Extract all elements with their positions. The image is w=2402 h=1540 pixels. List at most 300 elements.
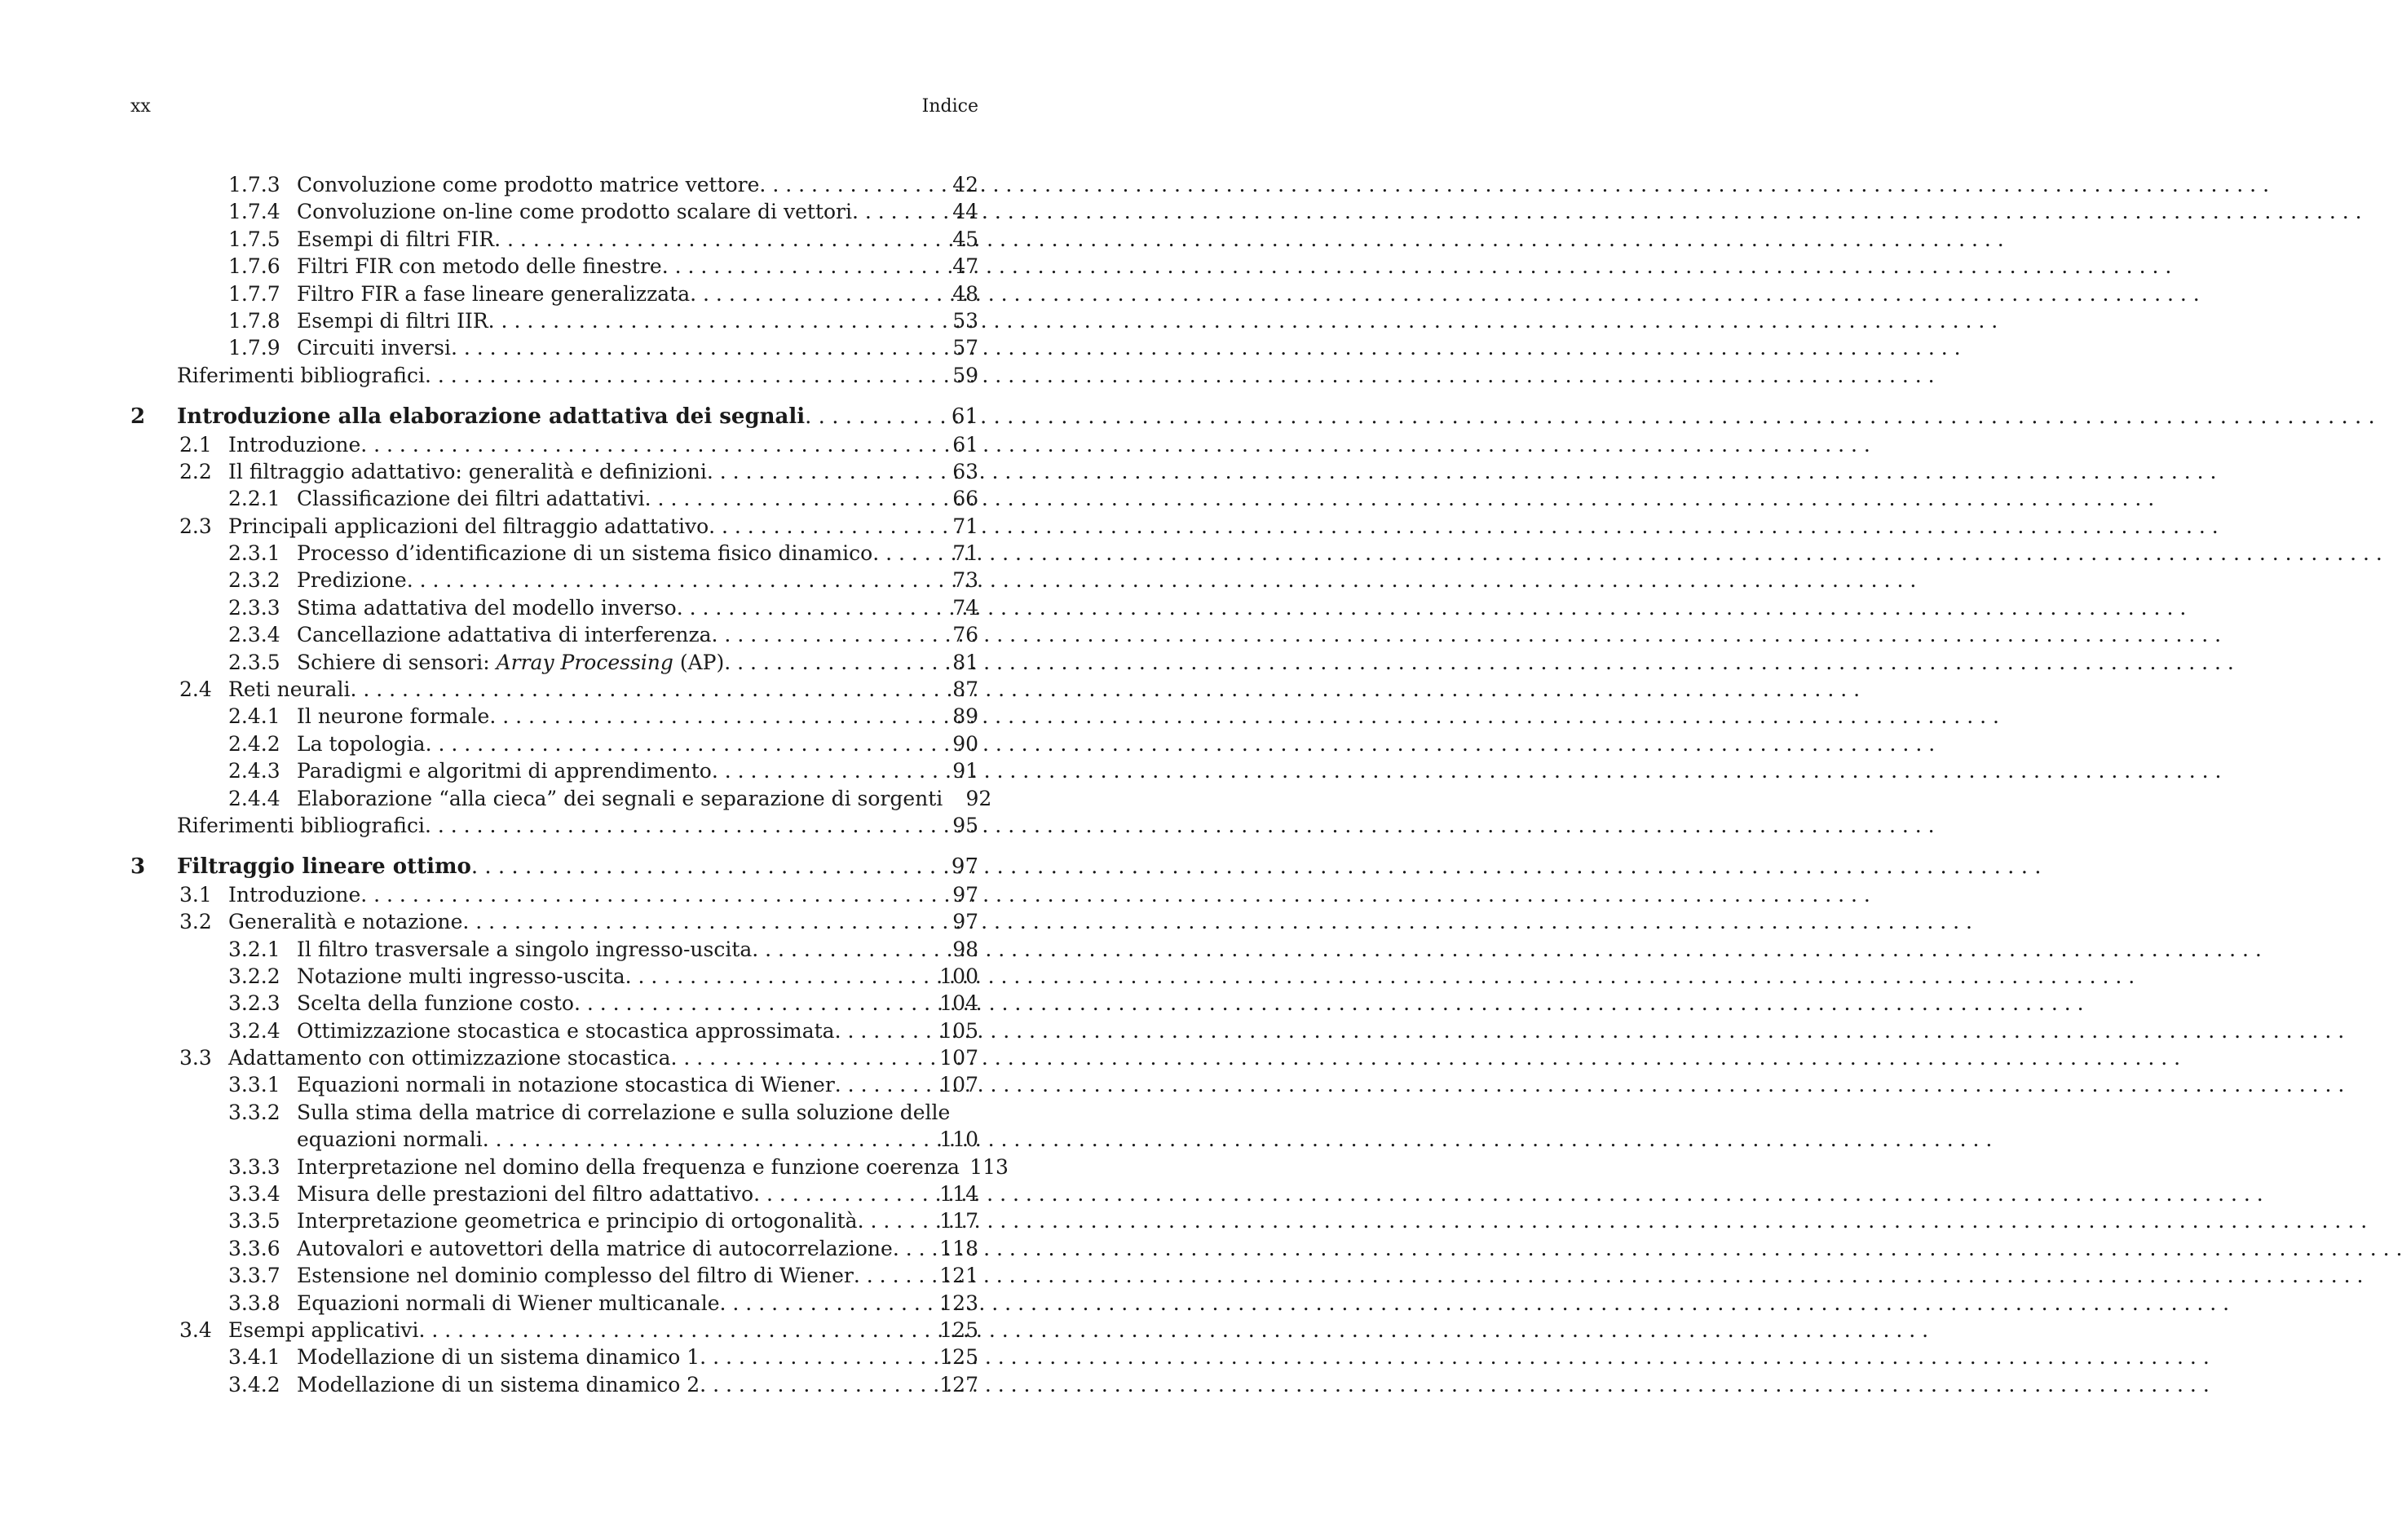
toc-entry-page: 87 [952,677,978,702]
dot-leader [852,198,929,225]
toc-entry-title-text: Riferimenti bibliografici [177,363,425,387]
toc-entry-number: 3.3.1 [228,1073,280,1097]
dot-leader [419,1317,930,1344]
toc-entry-title-text: Misura delle prestazioni del filtro adattativo [297,1182,754,1207]
toc-entry-title [228,458,707,485]
toc-entry-number: 3.4.1 [228,1345,280,1370]
toc-entry-title [297,567,407,593]
toc-entry-title-text: Sulla stima della matrice di correlazione e sulla soluzione delle [297,1100,951,1124]
dot-leader [707,458,929,485]
toc-entry-page: 90 [952,731,978,756]
toc-entry-body [177,854,978,880]
toc-entry[interactable] [130,1017,978,1044]
toc-entry[interactable] [130,198,978,225]
toc-entry[interactable] [130,785,992,812]
toc-entry-number: 2.3 [179,514,212,538]
running-title: Indice [921,96,978,117]
toc-entry-title-text: Introduzione [228,882,361,907]
toc-entry-body [297,990,978,1017]
toc-entry-number: 2.2.1 [228,487,280,511]
dot-leader [858,1207,929,1234]
toc-entry[interactable] [130,226,978,253]
toc-entry[interactable] [130,362,978,389]
toc-entry-title [177,812,425,839]
toc-entry-title [297,703,489,730]
toc-entry-title [297,253,662,280]
toc-entry-page: 107 [939,1046,978,1070]
toc-entry-page: 45 [952,227,978,251]
toc-entry-title [297,649,724,676]
toc-entry-page: 123 [939,1291,978,1315]
toc-entry[interactable] [130,908,978,935]
dot-leader [759,171,929,198]
toc-entry-title-text: Esempi di filtri IIR [297,308,488,333]
dot-leader [805,404,929,430]
toc-entry-title [297,1207,858,1234]
toc-entry-number: 3.3.2 [228,1100,280,1124]
toc-entry-page: 118 [939,1236,978,1260]
toc-entry-title-text: Paradigmi e algoritmi di apprendimento [297,759,712,783]
toc-entry-title-text: Esempi applicativi [228,1318,419,1342]
toc-entry-title-text: Circuiti inversi [297,336,451,360]
toc-entry-page: 104 [939,991,978,1016]
toc-entry-body [297,1235,978,1262]
toc-entry-title [297,1290,720,1317]
toc-entry-page: 44 [952,200,978,224]
toc-entry-page: 100 [939,964,978,988]
toc-entry-title-text: Notazione multi ingresso-uscita [297,964,625,988]
toc-entry-page: 61 [951,404,978,430]
toc-entry-body [228,513,978,540]
toc-entry-body [228,908,978,935]
toc-entry-page: 125 [939,1345,978,1370]
toc-entry-body [297,1371,978,1398]
toc-entry-body [297,1126,978,1153]
toc-entry-title-text: La topologia [297,731,426,756]
toc-entry-number: 2.3.2 [228,568,280,593]
toc-entry-title-text: Modellazione di un sistema dinamico 2 [297,1372,700,1397]
toc-chapter-entry[interactable] [130,404,978,430]
toc-entry-page: 63 [952,459,978,483]
toc-entry-title [297,1180,753,1207]
toc-entry-page: 92 [965,786,992,810]
toc-entry-body [297,1290,978,1317]
toc-entry-body [297,1180,978,1207]
toc-entry-body [228,431,978,458]
toc-entry-body [297,198,978,225]
toc-entry[interactable] [130,1262,978,1289]
dot-leader [489,703,929,730]
toc-entry-number: 3.3.5 [228,1209,280,1233]
toc-entry-title-text: Processo d’identificazione di un sistema fisico dinamico [297,541,873,566]
toc-entry-title [297,1099,950,1126]
dot-leader [574,990,929,1017]
toc-entry-body [228,458,978,485]
toc-entry-title-text: Elaborazione “alla cieca” dei segnali e separazione di sorgenti [297,786,943,810]
dot-leader [662,253,929,280]
toc-entry-number: 2 [130,404,146,430]
toc-entry-number: 2.4.4 [228,786,280,810]
toc-entry-title [228,1044,670,1071]
toc-entry[interactable] [130,1290,978,1317]
toc-entry-title [297,198,852,225]
toc-entry-title [297,540,872,567]
toc-entry-title [228,881,360,908]
toc-entry-number: 3.3.8 [228,1291,280,1315]
toc-entry-title [177,362,425,389]
toc-entry[interactable] [130,1180,978,1207]
toc-entry-number: 2.4.1 [228,704,280,729]
toc-entry[interactable] [130,1317,978,1344]
toc-entry-number: 3.2.2 [228,964,280,988]
dot-leader [425,362,929,389]
toc-entry-title: equazioni normali [297,1127,483,1152]
dot-leader [709,513,929,540]
toc-entry-title [228,1317,419,1344]
toc-entry-title-text: Adattamento con ottimizzazione stocastica [228,1046,671,1070]
toc-entry-page: 113 [969,1154,1009,1179]
toc-entry-number: 3.3.7 [228,1264,280,1288]
dot-leader [350,676,929,703]
toc-entry-body [297,1099,978,1126]
toc-entry-number: 2.2 [179,459,212,483]
toc-entry-page: 48 [952,281,978,306]
toc-entry-body [297,485,978,512]
toc-entry-body [297,1262,978,1289]
toc-entry-page: 61 [952,432,978,457]
toc-entry-title-text: Filtro FIR a fase lineare generalizzata [297,281,691,306]
toc-entry-number: 1.7.5 [228,227,280,251]
dot-leader [835,1017,929,1044]
toc-entry-number: 3.3.6 [228,1236,280,1260]
toc-entry-page: 97 [952,910,978,934]
toc-entry-title-text: Principali applicazioni del filtraggio adattativo [228,514,709,538]
toc-entry-number: 3.3.4 [228,1182,280,1207]
toc-entry[interactable] [130,1044,978,1071]
toc-entry-title-text: Esempi di filtri FIR [297,227,495,251]
dot-leader [700,1371,929,1398]
toc-entry-title [228,908,462,935]
toc-entry[interactable] [130,1072,978,1099]
toc-entry-title-text: Il filtro trasversale a singolo ingresso-uscita [297,937,753,961]
toc-entry-title [297,990,574,1017]
toc-entry-body [297,730,978,757]
dot-leader [753,1180,929,1207]
toc-entry-page: 71 [952,541,978,566]
toc-entry-body [297,226,978,253]
toc-entry[interactable] [130,1235,978,1262]
toc-entry-title-text: Equazioni normali di Wiener multicanale [297,1291,720,1315]
toc-entry[interactable] [130,881,978,908]
toc-entry-body [297,1071,978,1098]
toc-entry-title [297,1071,835,1098]
toc-entry-title [297,730,426,757]
toc-entry-title-text: Convoluzione on-line come prodotto scalare di vettori [297,200,852,224]
toc-entry-page: 105 [939,1018,978,1043]
toc-entry-title-text: Classificazione dei filtri adattativi [297,487,645,511]
toc-entry-title [297,594,677,621]
dot-leader [645,485,929,512]
dot-leader [488,307,929,334]
toc-entry-body [228,676,978,703]
toc-entry-title-text: Interpretazione nel domino della frequenza e funzione coerenza [297,1154,960,1179]
toc-entry[interactable] [130,963,978,990]
toc-entry-page: 73 [952,568,978,593]
toc-entry-page: 117 [939,1209,978,1233]
toc-entry[interactable] [130,812,978,839]
dot-leader [720,1290,929,1317]
toc-entry-number: 3.4 [179,1318,212,1342]
toc-entry-body [297,936,978,963]
toc-entry-page: 74 [952,595,978,620]
dot-leader [407,567,929,593]
toc-entry[interactable] [130,513,978,540]
dot-leader [670,1044,929,1071]
dot-leader [872,540,929,567]
toc-entry-body [297,594,978,621]
toc-entry-number: 2.1 [179,432,212,457]
toc-entry-page: 53 [952,308,978,333]
toc-entry-title-text: Modellazione di un sistema dinamico 1 [297,1345,700,1370]
toc-entry-number: 3.3.3 [228,1154,280,1179]
toc-entry-body [297,1017,978,1044]
toc-entry[interactable] [130,649,978,676]
toc-entry-title [297,757,712,784]
toc-entry-title [297,307,488,334]
toc-entry-title [297,226,494,253]
toc-entry-title [177,854,471,880]
dot-leader [360,881,929,908]
toc-entry-title-text: Reti neurali [228,677,351,702]
toc-entry[interactable] [130,594,978,621]
toc-entry-title [297,485,645,512]
toc-entry[interactable] [130,676,978,703]
dot-leader [625,963,929,990]
toc-entry-title-text: Cancellazione adattativa di interferenza [297,623,712,647]
toc-entry-title-text: Convoluzione come prodotto matrice vettore [297,172,760,196]
toc-entry-number: 2.4 [179,677,212,702]
toc-entry-number: 2.3.4 [228,623,280,647]
running-header [130,96,978,121]
toc-entry-body [297,540,978,567]
dot-leader [494,226,929,253]
toc-entry-title [228,676,350,703]
dot-leader [471,854,929,880]
toc-entry[interactable] [130,280,978,307]
dot-leader [426,730,929,757]
toc-entry-number: 3.2.1 [228,937,280,961]
toc-entry-number: 2.3.3 [228,595,280,620]
toc-entry-title-text: Scelta della funzione costo [297,991,574,1016]
toc-chapter-entry[interactable] [130,854,978,880]
toc-entry-page: 91 [952,759,978,783]
toc-entry[interactable] [130,621,978,648]
toc-entry-page: 97 [951,854,978,880]
toc-entry-number: 1.7.3 [228,172,280,196]
dot-leader [677,594,929,621]
toc-entry-number: 2.3.5 [228,650,280,674]
toc-entry[interactable] [130,485,978,512]
toc-entry-title-suffix: (AP) [673,650,725,674]
toc-entry[interactable] [130,936,978,963]
toc-entry[interactable] [130,1099,978,1126]
toc-entry-body [297,253,978,280]
toc-entry-number: 3.2.3 [228,991,280,1016]
toc-entry[interactable] [130,253,978,280]
toc-entry-title [297,1154,960,1180]
toc-entry-page: 114 [939,1182,978,1207]
toc-entry-page: 47 [952,254,978,279]
toc-entry-title [297,1344,700,1370]
toc-entry-number: 1.7.4 [228,200,280,224]
toc-entry-body [228,1044,978,1071]
toc-entry-title-text: Filtri FIR con metodo delle finestre [297,254,662,279]
toc-entry-continuation [130,1126,978,1153]
toc-entry-number: 1.7.6 [228,254,280,279]
toc-entry[interactable] [130,757,978,784]
toc-entry-number: 3.3 [179,1046,212,1070]
toc-entry[interactable] [130,1344,978,1370]
toc-entry-number: 3 [130,854,146,880]
toc-entry[interactable] [130,1371,978,1398]
toc-entry-title-text: Stima adattativa del modello inverso [297,595,677,620]
toc-entry-page: 98 [952,937,978,961]
toc-entry-page: 71 [952,514,978,538]
toc-entry[interactable] [130,334,978,361]
toc-entry-title-text: Introduzione alla elaborazione adattativa dei segnali [177,404,806,430]
toc-entry-body [297,280,978,307]
toc-entry-title-text: Riferimenti bibliografici [177,813,425,837]
toc-entry-title-text: Equazioni normali in notazione stocastica di Wiener [297,1073,835,1097]
toc-entry-page: 89 [952,704,978,729]
toc-entry[interactable] [130,431,978,458]
toc-entry-body [297,785,992,812]
toc-entry-body [228,1317,978,1344]
toc-entry-page: 57 [952,336,978,360]
toc-entry-page: 95 [952,813,978,837]
toc-entry-page: 59 [952,363,978,387]
toc-entry[interactable] [130,567,978,593]
toc-entry-body [228,881,978,908]
toc-entry-number: 3.2.4 [228,1018,280,1043]
toc-entry[interactable] [130,1154,1009,1180]
toc-entry-body [297,334,978,361]
toc-entry-body [297,307,978,334]
toc-entry-number: 3.2 [179,910,212,934]
dot-leader [360,431,929,458]
toc-entry-page: 76 [952,623,978,647]
toc-entry-body [297,621,978,648]
toc-entry-title [297,936,752,963]
toc-entry-body [297,567,978,593]
toc-entry-body [297,649,978,676]
toc-entry-title-text: Autovalori e autovettori della matrice di autocorrelazione [297,1236,893,1260]
toc-entry-title [297,280,690,307]
toc-entry-title [177,404,805,430]
toc-entry-title [228,431,360,458]
toc-entry[interactable] [130,703,978,730]
toc-entry-body [177,362,978,389]
toc-entry-number: 2.4.3 [228,759,280,783]
toc-entry-page: 81 [952,650,978,674]
toc-entry-body [297,1344,978,1370]
toc-entry-page: 66 [952,487,978,511]
toc-entry-number: 2.4.2 [228,731,280,756]
toc-entry-title [297,1262,854,1289]
toc-entry-body [297,1207,978,1234]
toc-entry-page: 42 [952,172,978,196]
toc-entry-number: 1.7.9 [228,336,280,360]
toc-entry-page: 127 [939,1372,978,1397]
dot-leader [712,757,929,784]
toc-entry[interactable] [130,730,978,757]
dot-leader [835,1071,929,1098]
toc-entry-title [297,1371,700,1398]
toc-entry[interactable] [130,1207,978,1234]
toc-entry-title-text: Il filtraggio adattativo: generalità e definizioni [228,459,707,483]
dot-leader [690,280,929,307]
toc-entry-number: 2.3.1 [228,541,280,566]
dot-leader [700,1344,929,1370]
toc-entry-title [297,334,451,361]
dot-leader [462,908,929,935]
toc-entry-number: 3.1 [179,882,212,907]
table-of-contents [130,171,1009,1398]
toc-entry-body [297,757,978,784]
dot-leader [451,334,929,361]
toc-entry[interactable] [130,458,978,485]
toc-entry-title-text: Filtraggio lineare ottimo [177,854,471,880]
toc-entry-page: 125 [939,1318,978,1342]
toc-entry-title-text: Introduzione [228,432,361,457]
toc-entry-page: 107 [939,1073,978,1097]
dot-leader [425,812,929,839]
toc-entry-title [297,1017,835,1044]
dot-leader [752,936,929,963]
dot-leader [712,621,929,648]
toc-entry-page: 121 [939,1264,978,1288]
toc-entry[interactable] [130,540,978,567]
toc-entry-number: 1.7.7 [228,281,280,306]
toc-entry-page: 97 [952,882,978,907]
toc-entry-title-text: Il neurone formale [297,704,490,729]
toc-entry-body [297,963,978,990]
toc-entry-title [297,1235,893,1262]
toc-entry-number: 1.7.8 [228,308,280,333]
toc-entry-title-text: Predizione [297,568,407,593]
toc-entry-body [297,171,978,198]
toc-entry-title [297,621,712,648]
dot-leader [483,1126,929,1153]
toc-entry[interactable] [130,990,978,1017]
toc-entry[interactable] [130,171,978,198]
page-number-roman: xx [130,96,151,117]
toc-entry-title [297,171,759,198]
toc-entry-title-text: Ottimizzazione stocastica e stocastica approssimata [297,1018,835,1043]
toc-entry[interactable] [130,307,978,334]
toc-entry-title [297,963,625,990]
toc-entry-body [297,1154,1009,1180]
dot-leader [724,649,929,676]
toc-entry-page: 110 [939,1127,978,1152]
document-page [0,0,1092,1540]
dot-leader [893,1235,929,1262]
toc-entry-title-text: Schiere di sensori: [297,650,497,674]
toc-entry-body [177,404,978,430]
dot-leader [854,1262,929,1289]
toc-entry-body [297,703,978,730]
toc-entry-title-text: Estensione nel dominio complesso del filtro di Wiener [297,1264,854,1288]
